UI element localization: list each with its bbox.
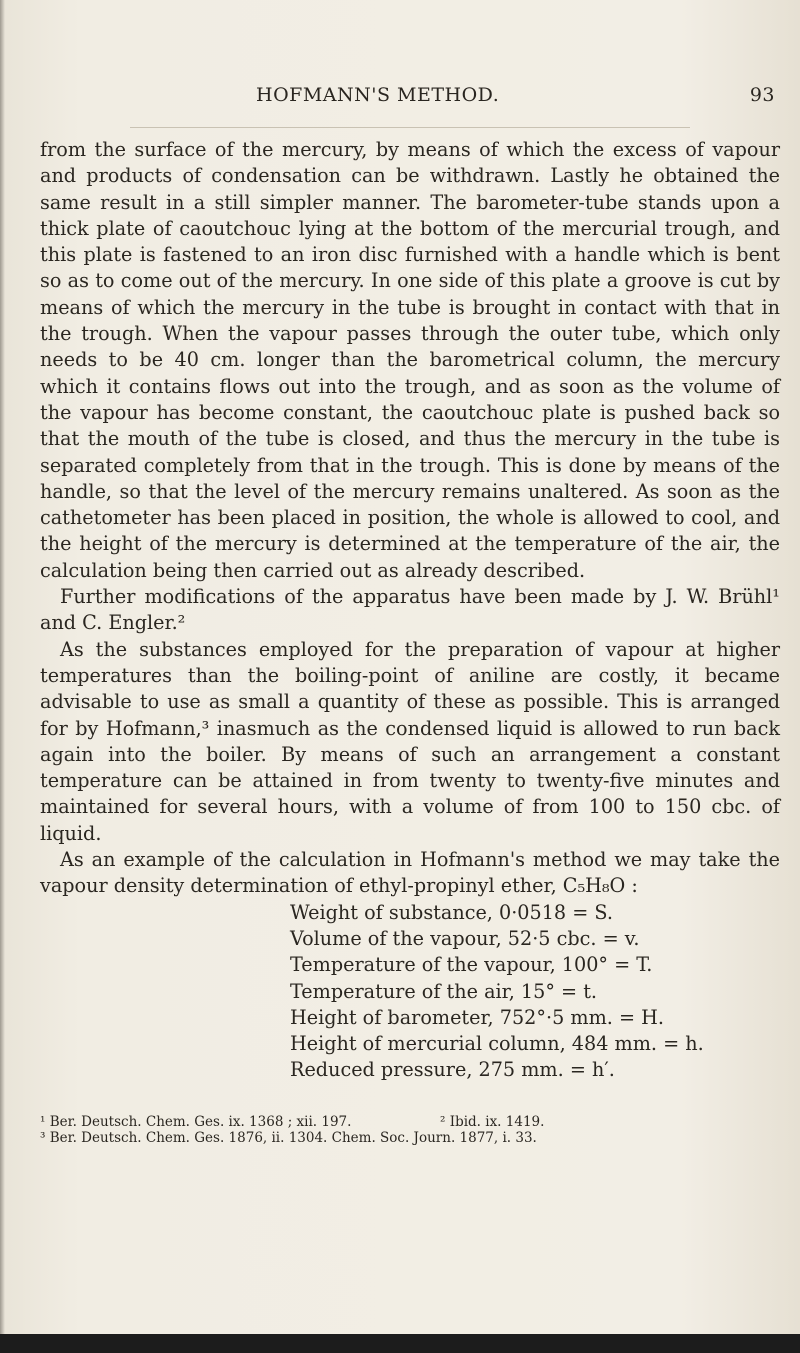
calculation-data	[290, 900, 780, 1084]
data-line: Temperature of the vapour, 100° = T.	[290, 953, 653, 977]
main-text	[40, 137, 780, 1084]
page-number: 93	[749, 84, 775, 106]
running-title: HOFMANN'S METHOD.	[256, 84, 500, 106]
running-header	[40, 84, 775, 110]
footnote-line-1	[40, 1114, 780, 1130]
data-line: Height of barometer, 752°·5 mm. = H.	[290, 1005, 664, 1029]
footnote-2: ² Ibid. ix. 1419.	[440, 1114, 545, 1130]
footnote-1: ¹ Ber. Deutsch. Chem. Ges. ix. 1368 ; xii. 197.	[40, 1114, 352, 1130]
header-rule	[130, 127, 690, 128]
page-binding-shadow	[0, 0, 5, 1353]
data-line: Reduced pressure, 275 mm. = h′.	[290, 1058, 615, 1082]
footnotes	[40, 1114, 780, 1146]
paragraph-modifications: Further modifications of the apparatus have been made by J. W. Brühl¹ and C. Engler.²	[40, 585, 780, 635]
data-line: Height of mercurial column, 484 mm. = h.	[290, 1032, 704, 1056]
data-line: Weight of substance, 0·0518 = S.	[290, 900, 613, 924]
scan-edge-bar	[0, 1334, 800, 1353]
paragraph-substances: As the substances employed for the preparation of vapour at higher temperatures than the boiling-point of aniline are costly, it became advisable to use as small a quantity of these as possible. This is arranged for by Hofmann,³ inasmuch as the condensed liquid is allowed to run back again into the boiler. By means of such an arrangement a constant temperature can be attained in from twenty to twenty-five minutes and maintained for several hours, with a volume of from 100 to 150 cbc. of liquid.	[40, 637, 780, 845]
footnote-3: ³ Ber. Deutsch. Chem. Ges. 1876, ii. 1304. Chem. Soc. Journ. 1877, i. 33.	[40, 1130, 537, 1146]
paragraph-continued: from the surface of the mercury, by means of which the excess of vapour and products of condensation can be withdrawn. Lastly he obtained the same result in a still simpler manner. The barometer-tube stands upon a thick plate of caoutchouc lying at the bottom of the mercurial trough, and this plate is fastened to an iron disc furnished with a handle which is bent so as to come out of the mercury. In one side of this plate a groove is cut by means of which the mercury in the tube is brought in contact with that in the trough. When the vapour passes through the outer tube, which only needs to be 40 cm. longer than the barometrical column, the mercury which it contains flows out into the trough, and as soon as the volume of the vapour has become constant, the caoutchouc plate is pushed back so that the mouth of the tube is closed, and thus the mercury in the tube is separated completely from that in the trough. This is done by means of the handle, so that the level of the mercury remains unaltered. As soon as the cathetometer has been placed in position, the whole is allowed to cool, and the height of the mercury is determined at the temperature of the air, the calculation being then carried out as already described.	[40, 138, 780, 582]
data-line: Temperature of the air, 15° = t.	[290, 979, 598, 1003]
data-line: Volume of the vapour, 52·5 cbc. = v.	[290, 926, 640, 950]
paragraph-example: As an example of the calculation in Hofmann's method we may take the vapour density determination of ethyl-propinyl ether, C₅H₈O :	[40, 848, 780, 898]
